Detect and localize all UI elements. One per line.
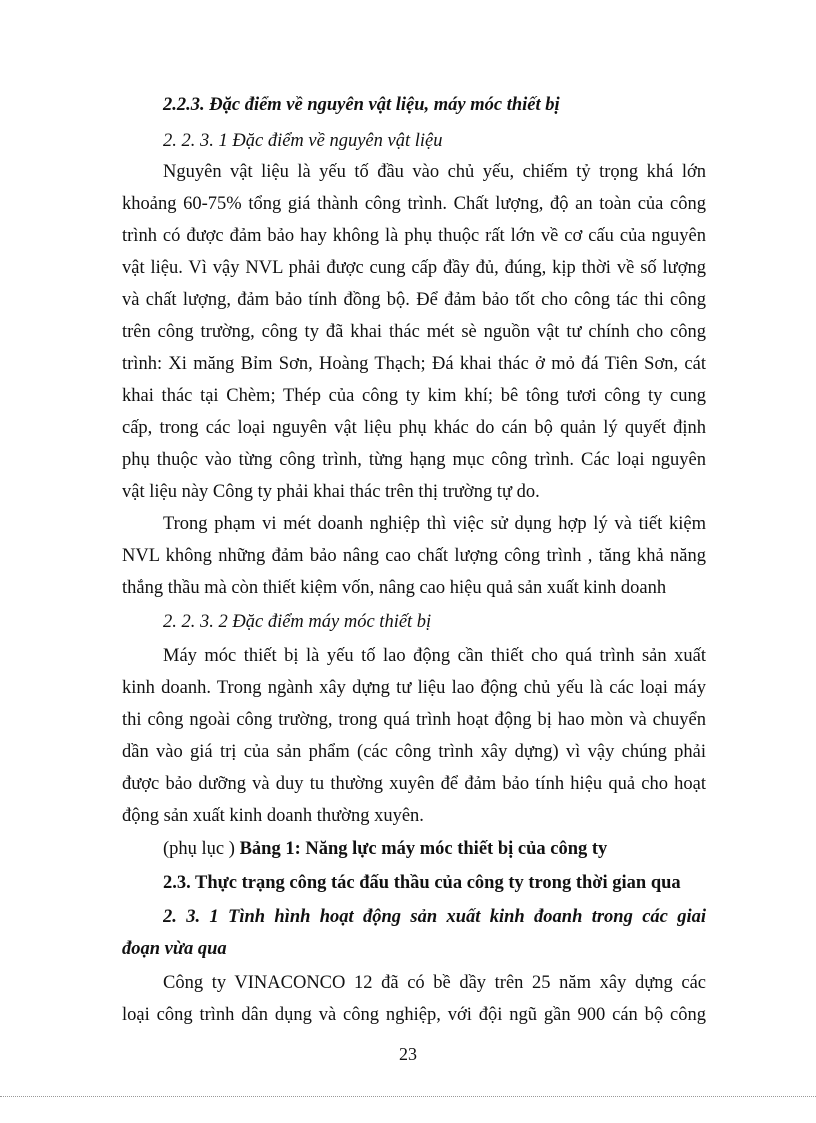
paragraph-line: Nguyên vật liệu là yếu tố đầu vào chủ yếu, chiếm tỷ trọng khá lớn — [163, 162, 706, 182]
paragraph-line: phụ thuộc vào từng công trình, từng hạng mục công trình. Các loại nguyên — [122, 450, 706, 470]
paragraph-line: và chất lượng, đảm bảo tính đồng bộ. Để đảm bảo tốt cho công tác thi công — [122, 290, 706, 310]
appendix-prefix: (phụ lục ) — [163, 839, 235, 859]
paragraph-line: loại công trình dân dụng và công nghiệp, với đội ngũ gần 900 cán bộ công — [122, 1005, 706, 1025]
paragraph-line: thi công ngoài công trường, trong quá trình hoạt động bị hao mòn và chuyển — [122, 710, 706, 730]
paragraph-line: trình: Xi măng Bỉm Sơn, Hoàng Thạch; Đá khai thác ở mỏ đá Tiên Sơn, cát — [122, 354, 706, 374]
paragraph-line: Máy móc thiết bị là yếu tố lao động cần thiết cho quá trình sản xuất — [163, 646, 706, 666]
paragraph-line: thắng thầu mà còn thiết kiệm vốn, nâng cao hiệu quả sản xuất kinh doanh — [122, 578, 667, 598]
paragraph-line: trình có được đảm bảo hay không là phụ thuộc rất lớn về cơ cấu của nguyên — [122, 226, 706, 246]
paragraph-line: cấp, trong các loại nguyên vật liệu phụ khác do cán bộ quản lý quyết định — [122, 418, 706, 438]
paragraph-line: khai thác tại Chèm; Thép của công ty kim khí; bê tông tươi công ty cung — [122, 386, 706, 406]
paragraph-line: trên công trường, công ty đã khai thác mét sè nguồn vật tư chính cho công — [122, 322, 706, 342]
appendix-reference — [163, 836, 706, 862]
heading-2-2-3-1: 2. 2. 3. 1 Đặc điểm về nguyên vật liệu — [163, 131, 443, 151]
footer-divider — [0, 1096, 816, 1097]
paragraph-line: Trong phạm vi mét doanh nghiệp thì việc sử dụng hợp lý và tiết kiệm — [163, 514, 706, 534]
heading-2-2-3-2: 2. 2. 3. 2 Đặc điểm máy móc thiết bị — [163, 612, 432, 632]
appendix-table-title: Bảng 1: Năng lực máy móc thiết bị của công ty — [239, 839, 608, 859]
heading-2-3-1-cont: đoạn vừa qua — [122, 939, 227, 959]
page-number: 23 — [399, 1044, 417, 1064]
paragraph-line: vật liệu. Vì vậy NVL phải được cung cấp đầy đủ, đúng, kịp thời về số lượng — [122, 258, 706, 278]
paragraph-line: kinh doanh. Trong ngành xây dựng tư liệu lao động chủ yếu là các loại máy — [122, 678, 706, 698]
paragraph-line: dần vào giá trị của sản phẩm (các công trình xây dựng) vì vậy chúng phải — [122, 742, 706, 762]
heading-2-3: 2.3. Thực trạng công tác đấu thầu của công ty trong thời gian qua — [163, 873, 681, 893]
paragraph-line: khoảng 60-75% tổng giá thành công trình. Chất lượng, độ an toàn của công — [122, 194, 706, 214]
paragraph-line: NVL không những đảm bảo nâng cao chất lượng công trình , tăng khả năng — [122, 546, 706, 566]
heading-2-3-1: 2. 3. 1 Tình hình hoạt động sản xuất kinh đoanh trong các giai — [163, 907, 706, 927]
heading-2-2-3: 2.2.3. Đặc điểm về nguyên vật liệu, máy móc thiết bị — [163, 95, 560, 115]
paragraph-line: được bảo dưỡng và duy tu thường xuyên để đảm bảo tính hiệu quả cho hoạt — [122, 774, 706, 794]
paragraph-line: Công ty VINACONCO 12 đã có bề dầy trên 25 năm xây dựng các — [163, 973, 706, 993]
paragraph-line: vật liệu này Công ty phải khai thác trên thị trường tự do. — [122, 482, 540, 502]
paragraph-line: động sản xuất kinh doanh thường xuyên. — [122, 806, 424, 826]
